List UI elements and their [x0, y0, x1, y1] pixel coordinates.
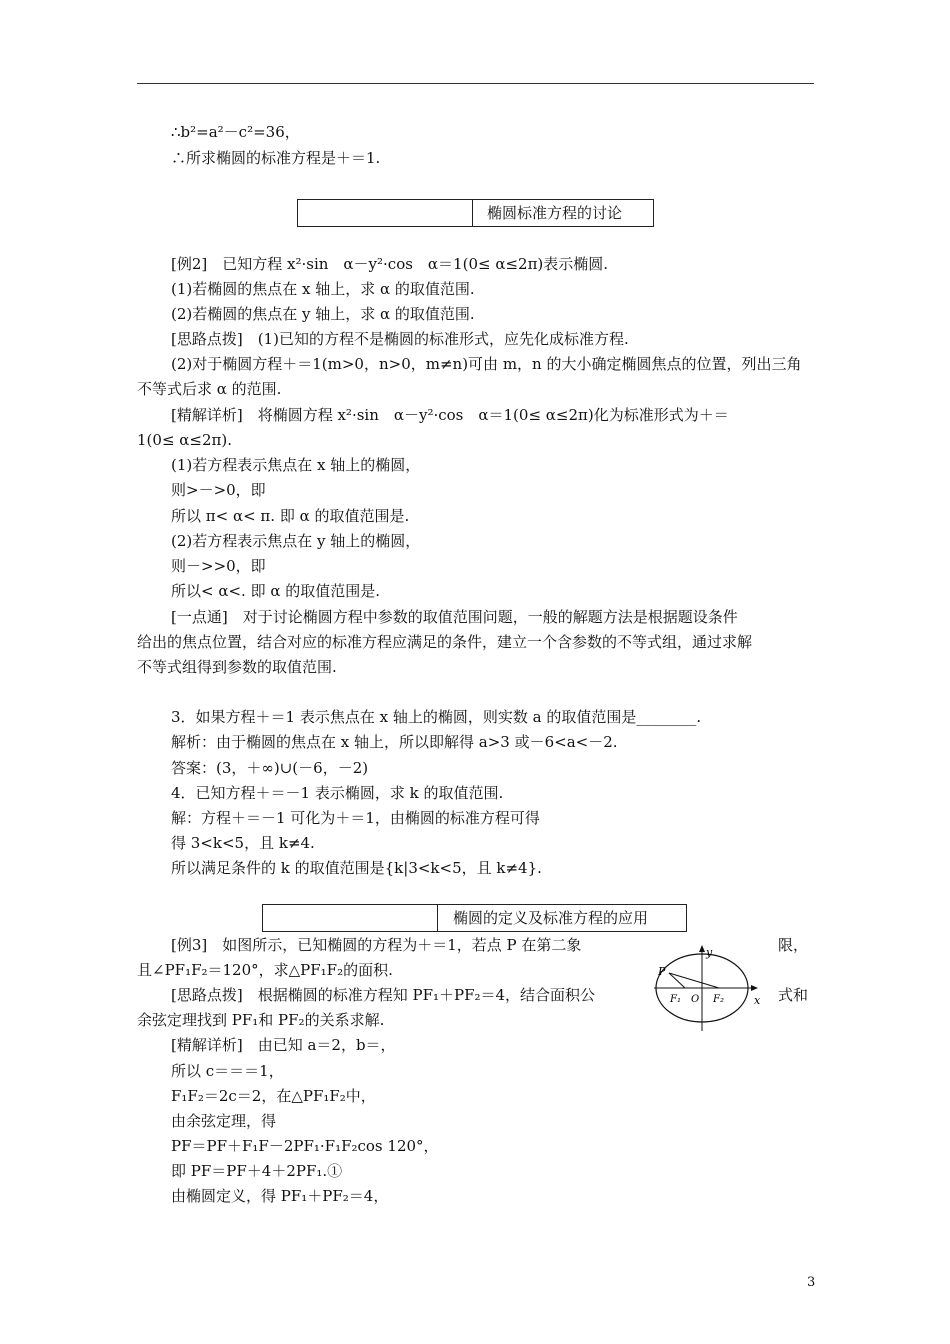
section-heading: 椭圆的定义及标准方程的应用 [453, 909, 649, 927]
text-line: 由椭圆定义，得 PF₁＋PF₂＝4， [171, 1187, 389, 1205]
heading-blank-cell [298, 200, 473, 226]
text-line: [思路点拨] 根据椭圆的标准方程知 PF₁＋PF₂＝4，结合面积公 [171, 986, 596, 1004]
text-line: 即 PF＝PF＋4＋2PF₁.① [171, 1162, 343, 1180]
text-line: 限， [778, 936, 809, 954]
label-p: P [658, 965, 666, 978]
text-line: [例2] 已知方程 x²·sin α－y²·cos α＝1(0≤ α≤2π)表示椭圆. [171, 255, 609, 273]
x-axis-arrow [751, 985, 758, 991]
section-heading: 椭圆标准方程的讨论 [487, 204, 623, 222]
text-line: 1(0≤ α≤2π). [137, 431, 232, 449]
text-line: (2)若方程表示焦点在 y 轴上的椭圆， [171, 532, 421, 550]
text-line: 不等式组得到参数的取值范围. [137, 658, 337, 676]
label-y: y [706, 946, 713, 959]
text-line: 3．如果方程＋＝1 表示焦点在 x 轴上的椭圆，则实数 a 的取值范围是________. [171, 708, 702, 726]
text-line: (2)若椭圆的焦点在 y 轴上，求 α 的取值范围. [171, 305, 475, 323]
text-line: 余弦定理找到 PF₁和 PF₂的关系求解. [137, 1011, 385, 1029]
text-line: [例3] 如图所示，已知椭圆的方程为＋＝1，若点 P 在第二象 [171, 936, 582, 954]
page-number: 3 [807, 1275, 816, 1290]
text-line: 得 3<k<5，且 k≠4. [171, 834, 315, 852]
section-heading-box [297, 199, 654, 227]
text-line: (2)对于椭圆方程＋＝1(m>0，n>0，m≠n)可由 m，n 的大小确定椭圆焦点的位置，列出三角 [171, 355, 802, 373]
text-line: 所以满足条件的 k 的取值范围是{k|3<k<5，且 k≠4}. [171, 859, 542, 877]
text-line: F₁F₂＝2c＝2，在△PF₁F₂中， [171, 1087, 376, 1105]
text-line: 4．已知方程＋＝－1 表示椭圆，求 k 的取值范围. [171, 784, 504, 802]
section-heading-box [262, 904, 687, 932]
text-line: 式和 [778, 986, 809, 1004]
label-o: O [691, 994, 700, 1005]
y-axis-arrow [699, 945, 705, 952]
text-line: 答案：(3，＋∞)∪(－6，－2) [171, 759, 369, 777]
text-line: [精解详析] 由已知 a＝2，b＝， [171, 1036, 396, 1054]
text-line: 不等式后求 α 的范围. [137, 380, 282, 398]
text-line: 且∠PF₁F₂＝120°，求△PF₁F₂的面积. [137, 961, 393, 979]
header-rule [137, 83, 814, 84]
ellipse-figure [650, 935, 770, 1035]
text-line: ∴所求椭圆的标准方程是＋＝1. [171, 149, 381, 167]
text-line: 给出的焦点位置，结合对应的标准方程应满足的条件，建立一个含参数的不等式组，通过求解 [137, 633, 753, 651]
text-line: 所以 c＝＝＝1， [171, 1062, 284, 1080]
text-line: 解：方程＋＝－1 可化为＋＝1，由椭圆的标准方程可得 [171, 809, 540, 827]
text-line: [精解详析] 将椭圆方程 x²·sin α－y²·cos α＝1(0≤ α≤2π)化为标准形式为＋＝ [171, 406, 729, 424]
text-line: (1)若椭圆的焦点在 x 轴上，求 α 的取值范围. [171, 280, 475, 298]
text-line: 解析：由于椭圆的焦点在 x 轴上，所以即解得 a>3 或－6<a<－2. [171, 733, 618, 751]
text-line: ∴b²=a²－c²=36， [171, 123, 300, 141]
text-line: [思路点拨] (1)已知的方程不是椭圆的标准形式，应先化成标准方程. [171, 330, 629, 348]
heading-blank-cell [263, 905, 438, 931]
text-line: (1)若方程表示焦点在 x 轴上的椭圆， [171, 456, 421, 474]
text-line: 由余弦定理，得 [171, 1112, 277, 1130]
label-f1: F₁ [670, 994, 681, 1005]
text-line: 所以< α<. 即 α 的取值范围是. [171, 582, 381, 600]
text-line: 则>－>0，即 [171, 481, 266, 499]
text-line: 所以 π< α< π. 即 α 的取值范围是. [171, 507, 410, 525]
label-x: x [754, 994, 761, 1007]
label-f2: F₂ [713, 994, 724, 1005]
text-line: [一点通] 对于讨论椭圆方程中参数的取值范围问题，一般的解题方法是根据题设条件 [171, 608, 738, 626]
text-line: 则－>>0，即 [171, 557, 266, 575]
text-line: PF＝PF＋F₁F－2PF₁·F₁F₂cos 120°， [171, 1137, 439, 1155]
